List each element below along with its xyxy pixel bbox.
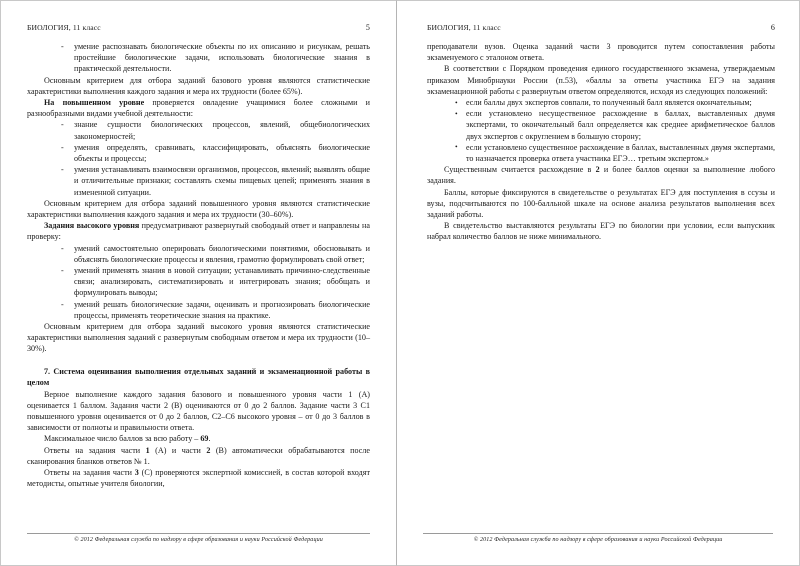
page-right (397, 0, 800, 566)
paragraph-substantial-difference (427, 164, 775, 186)
paragraph-high-lead (27, 220, 370, 242)
list-item: - умений решать биологические задачи, оценивать и прогнозировать биологические процессы, применять теоретические знания на практике. (60, 299, 370, 321)
list-item: - умений самостоятельно оперировать биологическими понятиями, обосновывать и объяснять биологические процессы и явления, грамотно формулировать свой ответ; (60, 243, 370, 265)
list-item: - умение распознавать биологические объекты по их описанию и рисункам, решать простейшие биологические задачи, использовать биологические знания в практической деятельности. (60, 41, 370, 75)
paragraph-advanced-lead (27, 97, 370, 119)
part1-number: 1 (145, 445, 150, 455)
paragraph-max-score (27, 433, 370, 444)
paragraph-high-criteria: Основным критерием для отбора заданий высокого уровня являются статистические характеристики выполнения заданий с развернутым свободным ответом и мера их трудности (10–30%). (27, 322, 370, 354)
list-item: - умений применять знания в новой ситуации; устанавливать причинно-следственные связи; анализировать, систематизировать и интегрировать знания; обобщать и формулировать выводы; (60, 265, 370, 299)
footer-rule (27, 533, 370, 534)
part1-text-c: (А) и части (149, 445, 207, 455)
paragraph-part3 (27, 467, 370, 489)
running-head-title: БИОЛОГИЯ, 11 класс (27, 23, 101, 32)
part1-text-a: Ответы на задания части (44, 445, 146, 455)
paragraph-scoring-rules: Верное выполнение каждого задания базового и повышенного уровня части 1 (А) оценивается 1 баллом. Задания части 2 (В) оцениваются от 0 до 2 баллов. Задание части 3 С1 повышенного уровня оценивается от 0 до 2 баллов, С2–С6 высокого уровня – от 0 до 3 баллов в зависимости от полноты и правильности ответа. (27, 389, 370, 433)
max-score-suffix: . (208, 434, 211, 444)
section-heading-7: 7. Система оценивания выполнения отдельных заданий и экзаменационной работы в целом (27, 366, 370, 388)
bullet-list-advanced-level (27, 119, 370, 197)
footer-left (1, 533, 396, 543)
paragraph-hundred-point-scale: Баллы, которые фиксируются в свидетельстве о результатах ЕГЭ для поступления в ссузы и вузы, подсчитываются по 100-балльной шкале на основе анализа результатов выполнения всех заданий работы. (427, 187, 775, 220)
high-lead-emphasis: Задания высокого уровня (44, 221, 140, 231)
max-score-prefix: Максимальное число баллов за всю работу – (44, 434, 201, 444)
substantial-threshold: 2 (595, 165, 600, 175)
bullet-list-high-level (27, 243, 370, 321)
high-lead-rest: предусматривают развернутый свободный ответ и направлены на проверку: (27, 221, 370, 242)
running-head-title: БИОЛОГИЯ, 11 класс (427, 23, 501, 32)
paragraph-base-criteria: Основным критерием для отбора заданий базового уровня являются статистические характеристики выполнения каждого задания и мера их трудности (более 65%). (27, 75, 370, 96)
bullet-list-scoring-positions (427, 97, 775, 164)
part3-text-a: Ответы на задания части (44, 467, 135, 477)
paragraph-ege-order: В соответствии с Порядком проведения единого государственного экзамена, утверждаемым приказом Минобрнауки России (п.53), «баллы за ответы участника ЕГЭ на задания экзаменационной работы с развернутым ответом определяются, исходя из следующих положений: (427, 64, 775, 96)
advanced-lead-rest: проверяется овладение учащимися более сложными и разнообразными видами учебной деятельности: (27, 98, 370, 119)
substantial-text-b: и более баллов оценки за выполнение любого задания. (427, 165, 775, 186)
list-item: - умения устанавливать взаимосвязи организмов, процессов, явлений; выявлять общие и отличительные признаки; составлять схемы пищевых цепей; применять знания в измененной ситуации. (60, 164, 370, 198)
page-number-left: 5 (365, 23, 370, 32)
page-left (0, 0, 397, 566)
paragraph-advanced-criteria: Основным критерием для отбора заданий повышенного уровня являются статистические характеристики выполнения каждого задания и мера их трудности (30–60%). (27, 198, 370, 220)
paragraph-part1-part2 (27, 445, 370, 467)
list-item: - умения определять, сравнивать, классифицировать, объяснять биологические объекты и процессы; (60, 142, 370, 164)
max-score-value: 69 (200, 434, 209, 444)
advanced-lead-emphasis: На повышенном уровне (44, 98, 145, 108)
running-head-left (27, 23, 370, 32)
list-item: - знание сущности биологических процессов, явлений, общебиологических закономерностей; (60, 119, 370, 141)
footer-rule (423, 533, 773, 534)
footer-text: © 2012 Федеральная служба по надзору в сфере образования и науки Российской Федерации (74, 537, 323, 543)
running-head-right (427, 23, 775, 32)
list-item: • если баллы двух экспертов совпали, то полученный балл является окончательным; (453, 97, 775, 108)
part3-number: 3 (134, 467, 139, 477)
page-left-content (1, 1, 396, 565)
list-item: • если установлено несущественное расхождение в баллах, выставленных двумя экспертами, то окончательный балл определяется как среднее арифметическое баллов двух экспертов с округлением в большую сторону; (453, 108, 775, 142)
paragraph-certificate: В свидетельство выставляются результаты ЕГЭ по биологии при условии, если выпускник набрал количество баллов не ниже минимального. (427, 221, 775, 242)
bullet-list-base-level (27, 41, 370, 75)
page-number-right: 6 (770, 23, 775, 32)
page-right-content (397, 1, 799, 565)
footer-right (397, 533, 799, 543)
part1-text-d: (В) автоматически обрабатываются после сканирования бланков ответов № 1. (27, 445, 370, 466)
part2-number: 2 (206, 445, 211, 455)
footer-text: © 2012 Федеральная служба по надзору в сфере образования и науки Российской Федерации (473, 537, 723, 543)
part3-text-c: (С) проверяются экспертной комиссией, в состав которой входят методисты, опытные учителя биологии, (27, 467, 370, 489)
substantial-text-a: Существенным считается расхождение в (444, 165, 596, 175)
paragraph-continued: преподаватели вузов. Оценка заданий части 3 проводится путем сопоставления работы экзаменуемого с эталоном ответа. (427, 42, 775, 63)
list-item: • если установлено существенное расхождение в баллах, выставленных двумя экспертами, то назначается проверка ответа участника ЕГЭ… третьим экспертом.» (453, 142, 775, 164)
